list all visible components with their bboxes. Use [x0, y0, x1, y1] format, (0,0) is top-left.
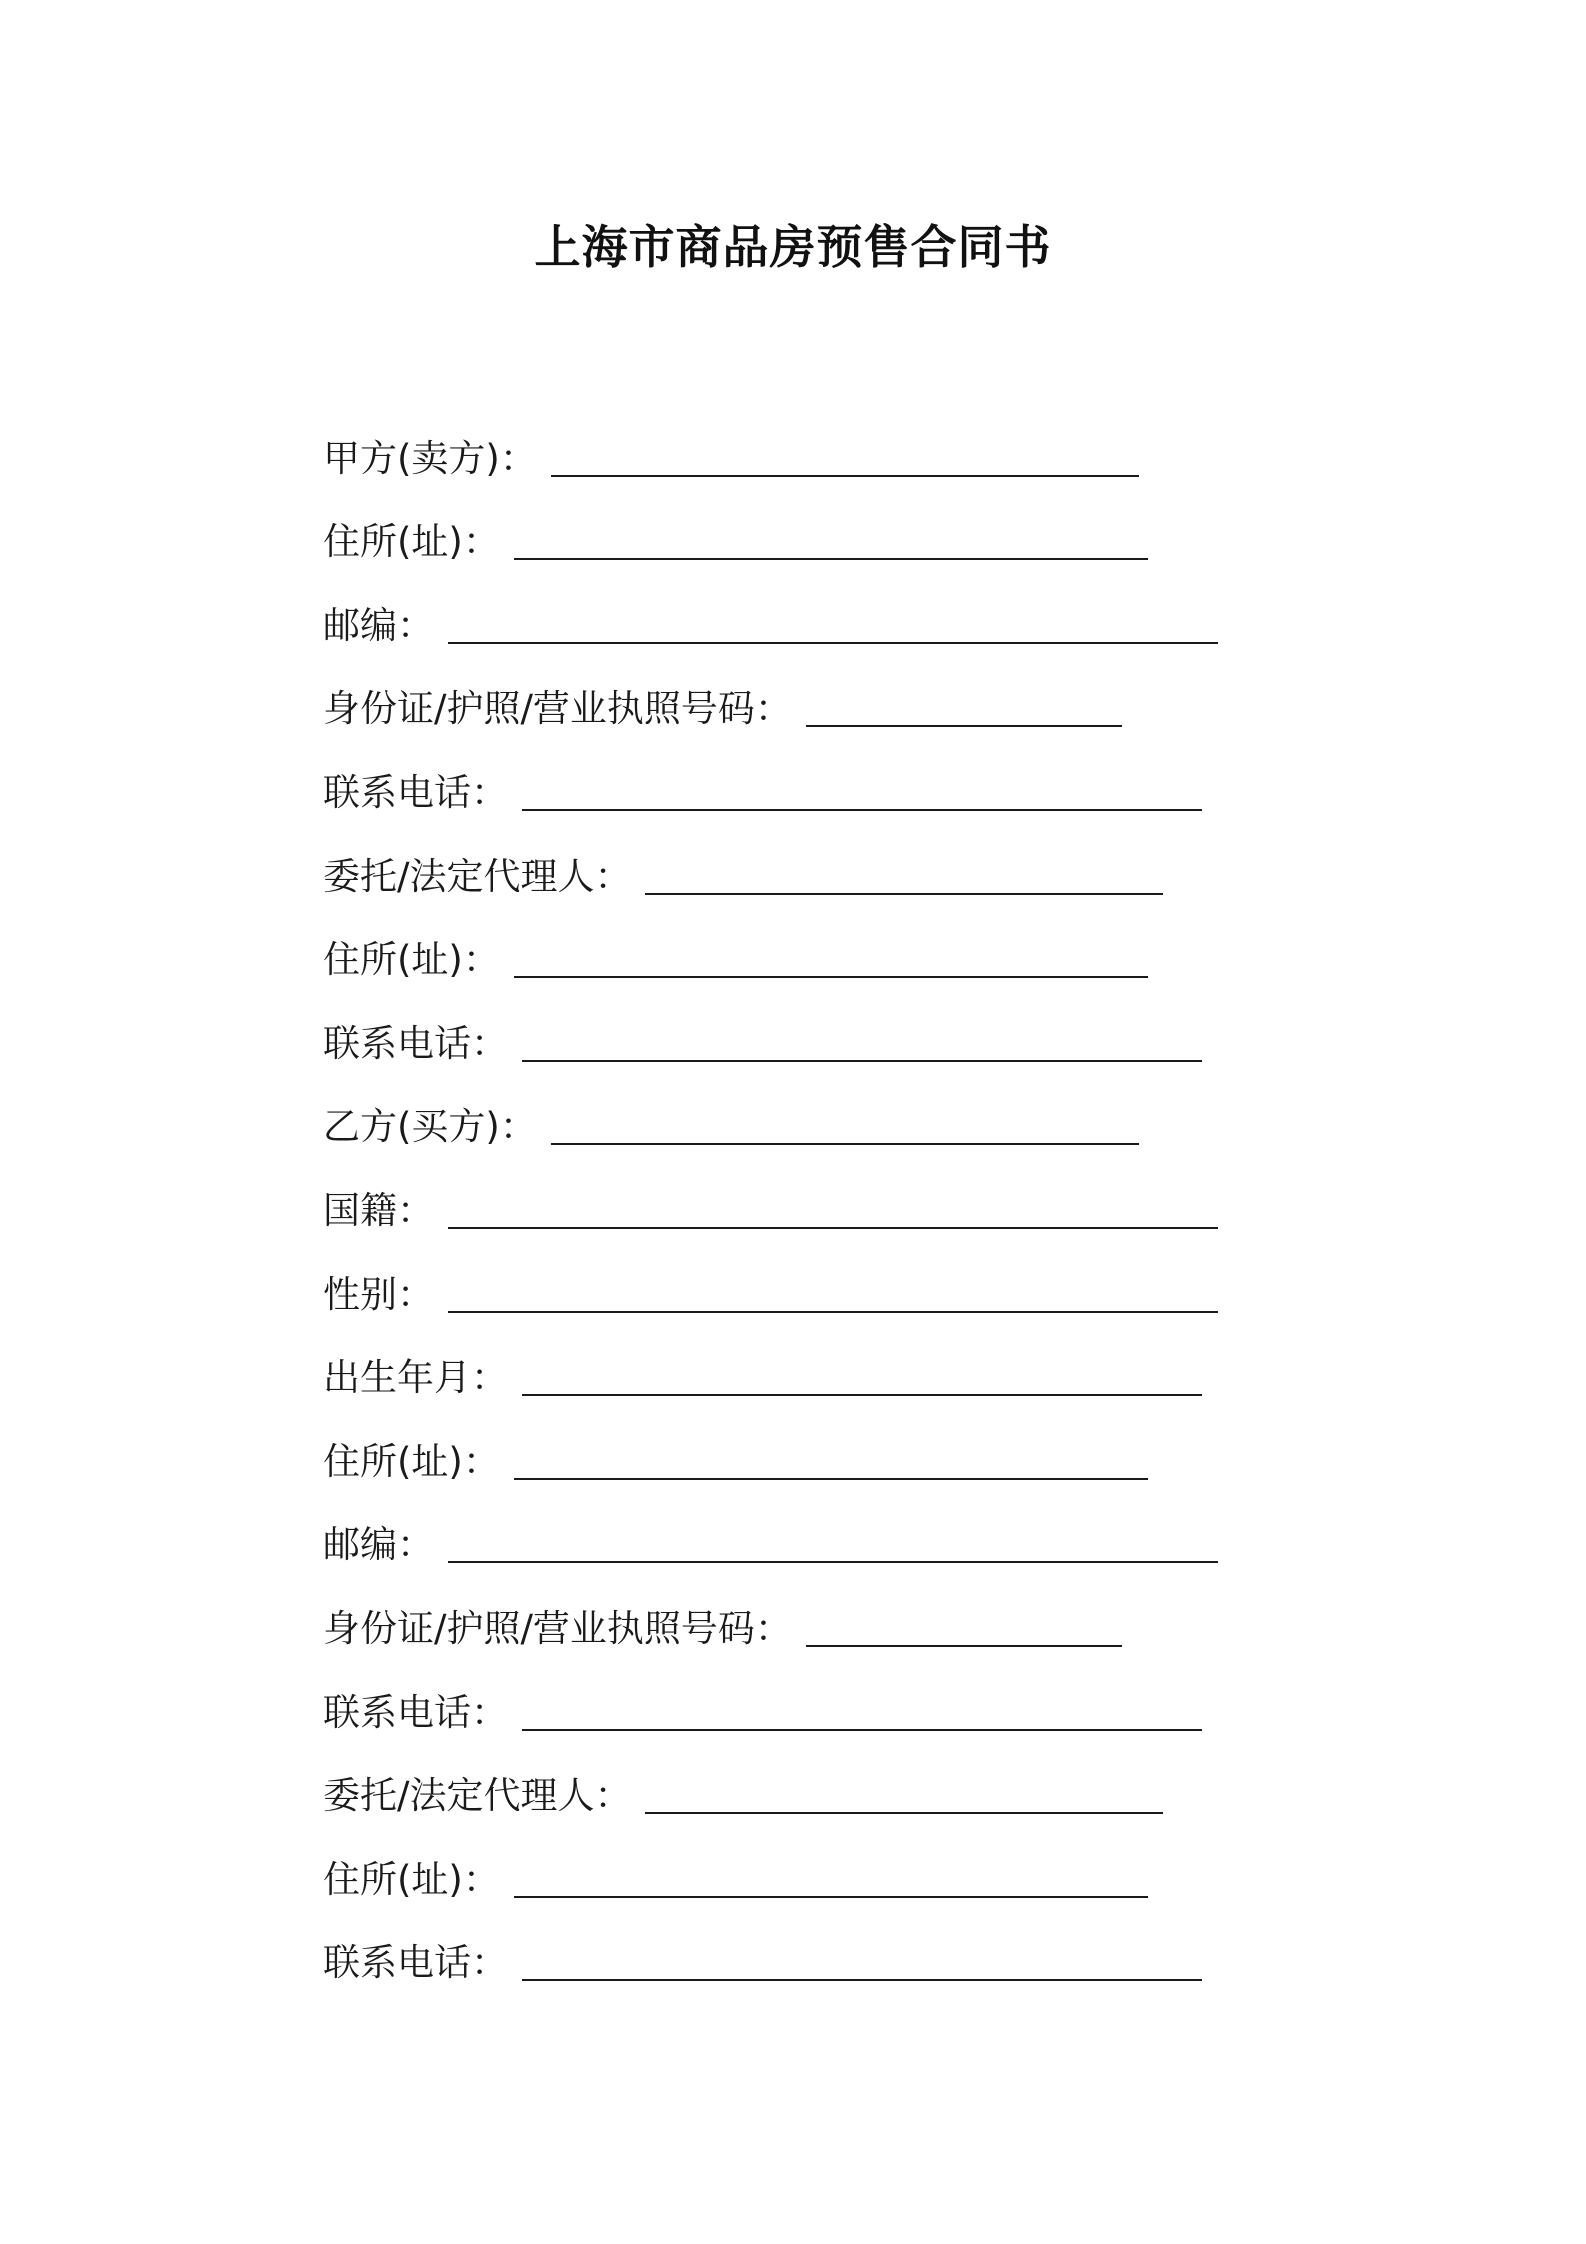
- field-seller-agent-phone: [323, 990, 1323, 1074]
- buyer-phone-blank[interactable]: [522, 1691, 1202, 1731]
- field-label: 住所(址)：: [323, 1857, 500, 1901]
- field-label: 住所(址)：: [323, 520, 500, 564]
- field-buyer-agent-phone: [323, 1910, 1323, 1994]
- seller-address-blank[interactable]: [514, 520, 1148, 560]
- buyer-id-number-blank[interactable]: [806, 1607, 1122, 1647]
- buyer-birth-date-blank[interactable]: [522, 1356, 1202, 1396]
- field-buyer-gender: [323, 1241, 1323, 1325]
- field-buyer-phone: [323, 1659, 1323, 1743]
- field-seller-agent: [323, 823, 1323, 907]
- buyer-address-blank[interactable]: [514, 1440, 1148, 1480]
- field-label: 邮编：: [323, 603, 434, 647]
- field-label: 住所(址)：: [323, 1439, 500, 1483]
- seller-agent-address-blank[interactable]: [514, 938, 1148, 978]
- seller-phone-blank[interactable]: [522, 771, 1202, 811]
- seller-postcode-blank[interactable]: [448, 604, 1218, 644]
- field-buyer-birth-date: [323, 1325, 1323, 1409]
- field-label: 身份证/护照/营业执照号码：: [323, 687, 792, 731]
- field-label: 住所(址)：: [323, 938, 500, 982]
- field-seller-id-number: [323, 656, 1323, 740]
- buyer-agent-blank[interactable]: [645, 1774, 1163, 1814]
- field-buyer-nationality: [323, 1157, 1323, 1241]
- field-label: 委托/法定代理人：: [323, 1774, 632, 1818]
- buyer-name-blank[interactable]: [551, 1105, 1139, 1145]
- field-label: 联系电话：: [323, 1690, 508, 1734]
- party-info-fields: [323, 405, 1323, 1993]
- field-label: 乙方(买方)：: [323, 1105, 537, 1149]
- field-label: 联系电话：: [323, 1941, 508, 1985]
- field-buyer-agent-address: [323, 1826, 1323, 1910]
- field-buyer-address: [323, 1408, 1323, 1492]
- buyer-gender-blank[interactable]: [448, 1273, 1218, 1313]
- seller-name-blank[interactable]: [551, 437, 1139, 477]
- buyer-postcode-blank[interactable]: [448, 1523, 1218, 1563]
- field-label: 身份证/护照/营业执照号码：: [323, 1606, 792, 1650]
- field-label: 委托/法定代理人：: [323, 854, 632, 898]
- seller-agent-phone-blank[interactable]: [522, 1022, 1202, 1062]
- field-label: 性别：: [323, 1272, 434, 1316]
- field-buyer-name: [323, 1074, 1323, 1158]
- field-label: 邮编：: [323, 1523, 434, 1567]
- field-seller-name: [323, 405, 1323, 489]
- field-label: 联系电话：: [323, 1021, 508, 1065]
- field-buyer-agent: [323, 1743, 1323, 1827]
- buyer-nationality-blank[interactable]: [448, 1189, 1218, 1229]
- field-label: 联系电话：: [323, 770, 508, 814]
- field-seller-agent-address: [323, 907, 1323, 991]
- seller-agent-blank[interactable]: [645, 855, 1163, 895]
- document-title: 上海市商品房预售合同书: [534, 220, 1052, 274]
- buyer-agent-address-blank[interactable]: [514, 1858, 1148, 1898]
- field-label: 出生年月：: [323, 1356, 508, 1400]
- field-label: 甲方(卖方)：: [323, 436, 537, 480]
- seller-id-number-blank[interactable]: [806, 687, 1122, 727]
- field-seller-postcode: [323, 572, 1323, 656]
- buyer-agent-phone-blank[interactable]: [522, 1941, 1202, 1981]
- field-buyer-id-number: [323, 1575, 1323, 1659]
- field-label: 国籍：: [323, 1188, 434, 1232]
- field-buyer-postcode: [323, 1492, 1323, 1576]
- field-seller-address: [323, 489, 1323, 573]
- field-seller-phone: [323, 739, 1323, 823]
